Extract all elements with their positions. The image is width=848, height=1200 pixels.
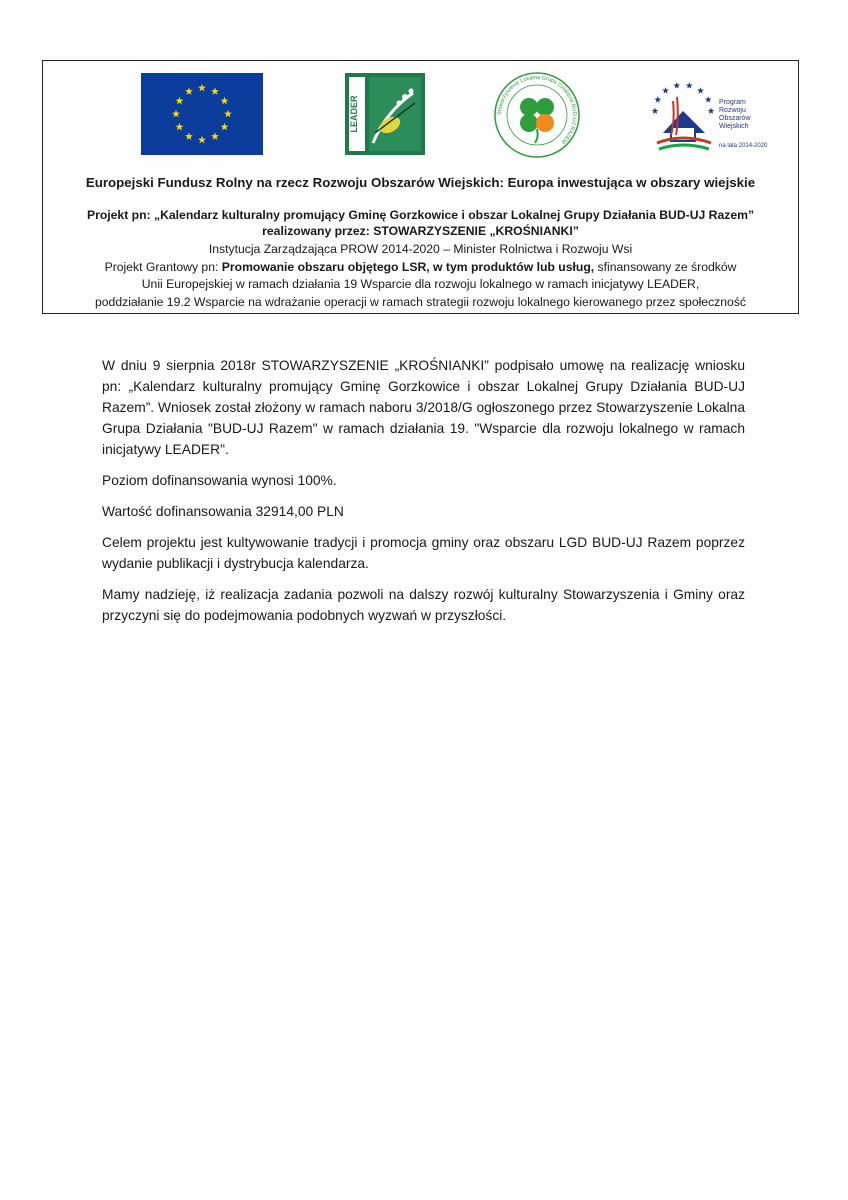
subaction-line: poddziałanie 19.2 Wsparcie na wdrażanie operacji w ramach strategii rozwoju lokalnego kierowanego przez społeczność — [94, 294, 747, 309]
leader-logo — [345, 73, 425, 155]
prow-line-2: Rozwoju — [719, 107, 746, 114]
main-content — [102, 355, 745, 636]
prow-star-icon — [662, 87, 669, 94]
grant-suffix: sfinansowany ze środków — [594, 259, 737, 274]
header-info — [43, 241, 798, 311]
paragraph-funding-value: Wartość dofinansowania 32914,00 PLN — [102, 504, 344, 519]
prow-star-icon — [673, 82, 680, 89]
prow-star-icon — [686, 82, 693, 89]
header-title: Europejski Fundusz Rolny na rzecz Rozwoju Obszarów Wiejskich: Europa inwestująca w obszary wiejskie — [85, 175, 756, 190]
prow-line-4: Wiejskich — [719, 123, 749, 130]
prow-star-icon — [697, 87, 704, 94]
leader-logo-text: LEADER — [349, 95, 359, 133]
logo-strip — [43, 61, 798, 161]
paragraph-hope: Mamy nadzieję, iż realizacja zadania pozwoli na dalszy rozwój kulturalny Stowarzyszenia i Gminy oraz przyczyni się do podejmowania podobnych wyzwań w przyszłości. — [102, 587, 745, 623]
realizowany-line: realizowany przez: STOWARZYSZENIE „KROŚNIANKI” — [262, 224, 579, 238]
prow-text — [719, 99, 751, 131]
funding-line: Unii Europejskiej w ramach działania 19 Wsparcie dla rozwoju lokalnego w ramach inicjatywy LEADER, — [141, 277, 700, 291]
budujrazem-clover-logo — [493, 71, 581, 159]
prow-line-1: Program — [719, 99, 746, 106]
grant-line — [43, 259, 798, 277]
grant-bold: Promowanie obszaru objętego LSR, w tym produktów lub usług, — [221, 259, 595, 274]
clover-ring-text: Stowarzyszenie Lokalna Grupa Działania BUD-UJ RAZEM — [496, 74, 578, 145]
prow-star-icon — [708, 107, 715, 114]
funding-header — [42, 60, 799, 314]
paragraph-funding-level: Poziom dofinansowania wynosi 100%. — [102, 473, 337, 488]
prow-years: na lata 2014-2020 — [719, 143, 768, 149]
prow-star-icon — [652, 107, 659, 114]
paragraph-agreement: W dniu 9 sierpnia 2018r STOWARZYSZENIE „KROŚNIANKI” podpisało umowę na realizację wniosku pn: „Kalendarz kulturalny promujący Gminę Gorzkowice i obszar Lokalnej Grupy Działania BUD-UJ Razem”. Wniosek został złożony w ramach naboru 3/2018/G ogłoszonego przez Stowarzyszenie Lokalna Grupa Działania "BUD-UJ Razem" w ramach działania 19. "Wsparcie dla rozwoju lokalnego w ramach inicjatywy LEADER". — [102, 358, 745, 457]
grant-prefix: Projekt Grantowy pn: — [104, 259, 222, 274]
prow-logo — [649, 71, 779, 159]
institution-line: Instytucja Zarządzająca PROW 2014-2020 – Minister Rolnictwa i Rozwoju Wsi — [208, 242, 633, 256]
paragraph-goal: Celem projektu jest kultywowanie tradycji i promocja gminy oraz obszaru LGD BUD-UJ Razem poprzez wydanie publikacji i dystrybucja kalendarza. — [102, 535, 745, 571]
prow-line-3: Obszarów — [719, 115, 751, 122]
eu-flag-icon — [141, 73, 263, 155]
header-project — [43, 207, 798, 239]
prow-star-icon — [654, 96, 661, 103]
eu-flag-stars — [141, 73, 263, 155]
prow-star-icon — [705, 96, 712, 103]
project-name-line: Projekt pn: „Kalendarz kulturalny promujący Gminę Gorzkowice i obszar Lokalnej Grupy Działania BUD-UJ Razem” — [86, 208, 755, 222]
